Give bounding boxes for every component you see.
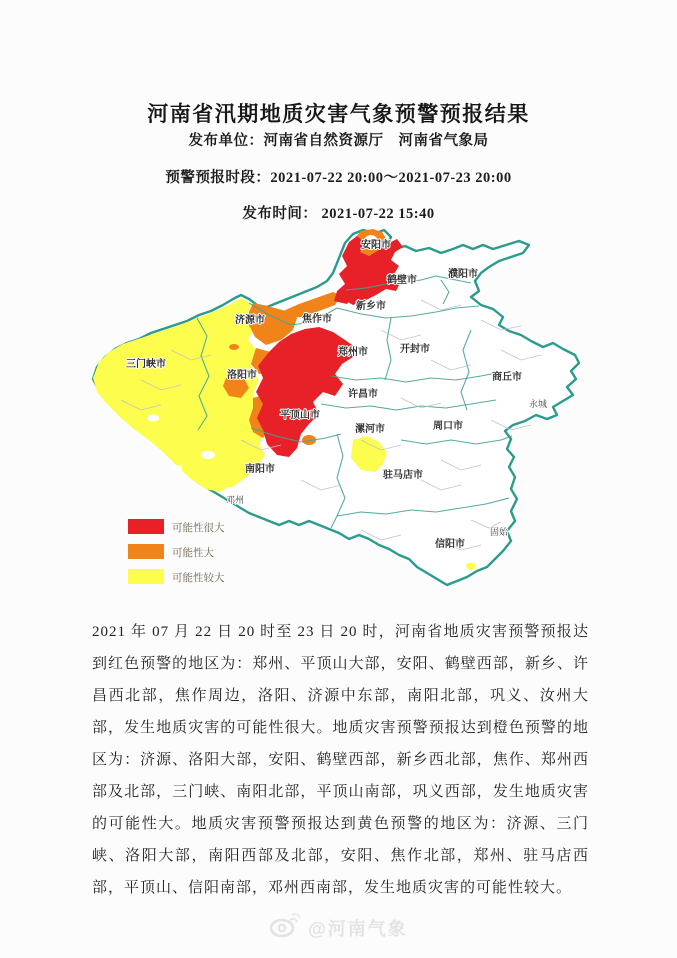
watermark	[0, 912, 677, 943]
forecast-body-paragraph: 2021 年 07 月 22 日 20 时至 23 日 20 时，河南省地质灾害预警预报达到红色预警的地区为：郑州、平顶山大部，安阳、鹤壁西部，新乡、许昌西北部，焦作周边，洛阳、济源中东部，南阳北部，巩义、汝州大部，发生地质灾害的可能性很大。地质灾害预警预报达到橙色预警的地区为：济源、洛阳大部，安阳、鹤壁西部，新乡西北部，焦作、郑州西部及北部，三门峡、南阳北部，平顶山南部，巩义西部，发生地质灾害的可能性大。地质灾害预警预报达到黄色预警的地区为：济源、三门峡、洛阳大部，南阳西部及北部，安阳、焦作北部，郑州、驻马店西部，平顶山、信阳南部，邓州西南部，发生地质灾害的可能性较大。	[92, 624, 589, 896]
city-label-zhumadian: 驻马店市	[383, 470, 423, 481]
city-label-kaifeng: 开封市	[400, 344, 430, 355]
watermark-text: @河南气象	[308, 918, 408, 939]
legend-swatch-orange	[128, 544, 164, 559]
city-label-gushi: 固始	[489, 527, 509, 537]
city-label-zhoukou: 周口市	[433, 421, 463, 432]
city-label-xinyang: 信阳市	[435, 539, 465, 550]
map-hole	[172, 465, 182, 471]
legend-label-red: 可能性很大	[172, 522, 225, 534]
legend-label-yellow: 可能性较大	[172, 572, 225, 584]
release-value: 2021-07-22 15:40	[321, 206, 435, 222]
map-hole	[201, 451, 215, 459]
city-label-xinxiang: 新乡市	[356, 301, 386, 312]
period-label: 预警预报时段：	[165, 170, 271, 186]
city-label-jiaozuo: 焦作市	[302, 314, 332, 325]
city-label-luohe: 漯河市	[355, 424, 385, 435]
city-label-sanmenxia: 三门峡市	[126, 359, 166, 370]
city-label-hebi: 鹤壁市	[387, 275, 417, 286]
legend-label-orange: 可能性大	[172, 547, 214, 559]
map-hole	[224, 487, 240, 495]
yellow-dot-xinyang	[466, 563, 476, 570]
map-legend	[128, 519, 225, 584]
legend-swatch-red	[128, 519, 164, 534]
city-label-xuchang: 许昌市	[348, 389, 378, 400]
city-label-shangqiu: 商丘市	[492, 372, 522, 383]
city-label-nanyang: 南阳市	[245, 464, 275, 475]
forecast-period-line	[0, 166, 677, 187]
publisher-orgs: 河南省自然资源厅 河南省气象局	[263, 133, 489, 149]
orange-dot-2	[229, 344, 239, 350]
city-label-luoyang: 洛阳市	[227, 370, 257, 381]
period-value: 2021-07-22 20:00～2021-07-23 20:00	[270, 170, 512, 186]
publisher-label: 发布单位：	[188, 133, 264, 149]
city-label-jiyuan: 济源市	[235, 315, 265, 326]
city-label-dengzhou: 邓州	[225, 495, 245, 505]
city-label-yongcheng: 永城	[528, 399, 548, 409]
release-time-line	[0, 202, 677, 223]
legend-swatch-yellow	[128, 569, 164, 584]
city-label-anyang: 安阳市	[361, 240, 391, 251]
map-hole	[147, 415, 159, 422]
city-label-puyang: 濮阳市	[448, 269, 478, 280]
release-label: 发布时间：	[242, 206, 318, 222]
publisher-line	[0, 129, 677, 150]
city-label-zhengzhou: 郑州市	[338, 347, 368, 358]
henan-map-svg	[86, 224, 591, 596]
city-label-pingdingshan: 平顶山市	[280, 410, 320, 421]
weibo-icon	[269, 912, 301, 943]
page-title: 河南省汛期地质灾害气象预警预报结果	[147, 102, 530, 127]
warning-map	[86, 224, 591, 596]
